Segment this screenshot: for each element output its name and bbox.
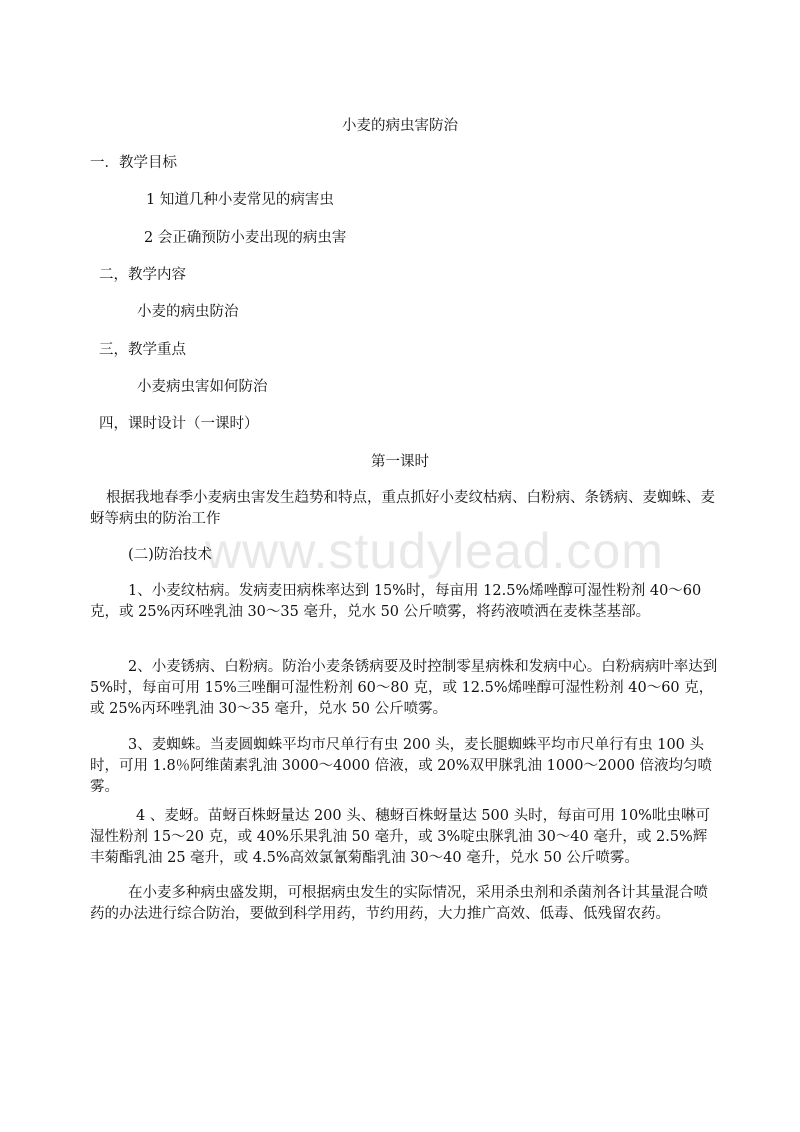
content-heading: 二，教学内容 bbox=[99, 267, 186, 283]
lesson-title: 第一课时 bbox=[371, 454, 429, 470]
tech-heading: (二)防治技术 bbox=[128, 547, 212, 563]
key-heading: 三，教学重点 bbox=[99, 342, 186, 358]
content-text: 小麦的病虫防治 bbox=[137, 304, 239, 320]
goal-item-2: 2 会正确预防小麦出现的病虫害 bbox=[144, 230, 347, 246]
item-paragraph-3: 3、麦蜘蛛。当麦圆蜘蛛平均市尺单行有虫 200 头，麦长腿蜘蛛平均市尺单行有虫 100 头时，可用 1.8％阿维菌素乳油 3000～4000 倍液，或 20%双甲脒乳油 1000～2000 倍液均匀喷雾。 bbox=[90, 737, 713, 795]
conclusion-paragraph: 在小麦多种病虫盛发期，可根据病虫发生的实际情况，采用杀虫剂和杀菌剂各计其量混合喷药的办法进行综合防治，要做到科学用药，节约用药，大力推广高效、低毒、低残留农药。 bbox=[90, 885, 708, 922]
goal-item-1: 1 知道几种小麦常见的病害虫 bbox=[146, 192, 334, 208]
intro-paragraph: 根据我地春季小麦病虫害发生趋势和特点，重点抓好小麦纹枯病、白粉病、条锈病、麦蜘蛛、麦蚜等病虫的防治工作 bbox=[90, 490, 715, 527]
document-title: 小麦的病虫害防治 bbox=[342, 118, 458, 134]
item-paragraph-4: 4 、麦蚜。苗蚜百株蚜量达 200 头、穗蚜百株蚜量达 500 头时，每亩可用 10%吡虫啉可湿性粉剂 15～20 克，或 40%乐果乳油 50 毫升，或 3%啶虫脒乳油 30～40 毫升，或 2.5%辉丰菊酯乳油 25 毫升，或 4.5%高效氯氰菊酯乳油 30～40 毫升，兑水 50 公斤喷雾。 bbox=[90, 808, 710, 866]
watermark: www.studylead.com bbox=[205, 523, 664, 579]
item-paragraph-1: 1、小麦纹枯病。发病麦田病株率达到 15%时，每亩用 12.5%烯唑醇可湿性粉剂 40～60 克，或 25%丙环唑乳油 30～35 毫升，兑水 50 公斤喷雾，将药液喷洒在麦株茎基部。 bbox=[90, 583, 702, 620]
design-heading: 四，课时设计（一课时） bbox=[99, 416, 259, 432]
goal-heading: 一．教学目标 bbox=[90, 155, 177, 171]
key-text: 小麦病虫害如何防治 bbox=[137, 379, 268, 395]
item-paragraph-2: 2、小麦锈病、白粉病。防治小麦条锈病要及时控制零星病株和发病中心。白粉病病叶率达到 5%时，每亩可用 15%三唑酮可湿性粉剂 60～80 克，或 12.5%烯唑醇可湿性粉剂 40～60 克，或 25%丙环唑乳油 30～35 毫升，兑水 50 公斤喷雾。 bbox=[90, 659, 718, 717]
